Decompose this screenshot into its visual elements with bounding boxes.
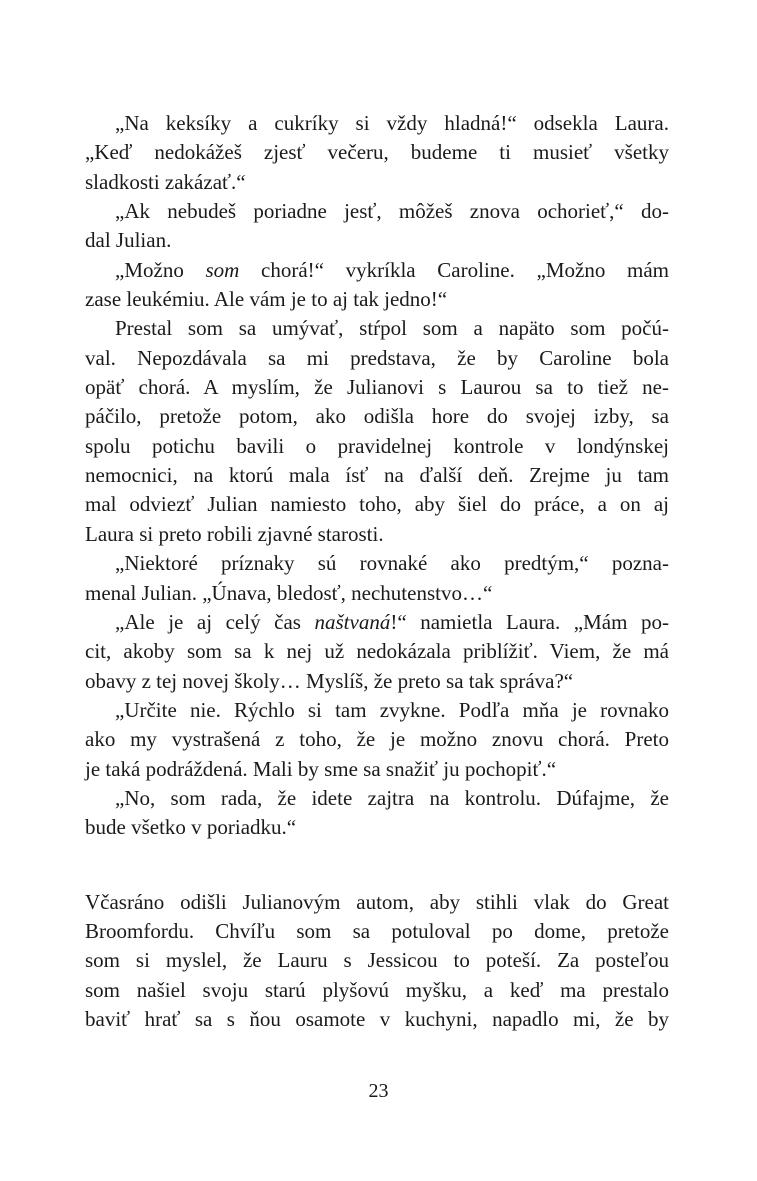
text-line <box>85 256 669 285</box>
text-line <box>85 285 669 314</box>
text-segment: bude všetko v poriadku.“ <box>85 815 297 840</box>
text-segment: „Ale je aj celý čas <box>115 609 315 634</box>
text-segment: „Ak nebudeš poriadne jesť, môžeš znova ochorieť,“ do- <box>115 199 669 224</box>
text-segment: páčilo, pretože potom, ako odišla hore do svojej izby, sa <box>85 404 669 429</box>
paragraph <box>85 109 669 197</box>
text-line <box>85 608 669 637</box>
text-segment: menal Julian. „Únava, bledosť, nechutenstvo…“ <box>85 580 493 605</box>
italic-text: som <box>205 257 240 282</box>
text-segment: „Možno <box>115 257 206 282</box>
paragraph <box>85 197 669 256</box>
text-segment: Včasráno odišli Julianovým autom, aby stihli vlak do Great <box>85 889 669 914</box>
text-line <box>85 696 669 725</box>
text-line <box>85 976 669 1005</box>
text-line <box>85 432 669 461</box>
paragraph <box>85 314 669 549</box>
text-segment: val. Nepozdávala sa mi predstava, že by Caroline bola <box>85 345 669 370</box>
text-segment: zase leukémiu. Ale vám je to aj tak jedno!“ <box>85 287 448 312</box>
text-segment: obavy z tej novej školy… Myslíš, že preto sa tak správa?“ <box>85 668 574 693</box>
page-number: 23 <box>368 1080 389 1102</box>
italic-text: naštvaná <box>314 609 391 634</box>
text-line <box>85 946 669 975</box>
text-line <box>85 917 669 946</box>
text-line <box>85 373 669 402</box>
text-line <box>85 725 669 754</box>
paragraph <box>85 784 669 843</box>
text-segment: „Keď nedokážeš zjesť večeru, budeme ti musieť všetky <box>85 140 669 165</box>
text-line <box>85 579 669 608</box>
text-line <box>85 402 669 431</box>
text-segment: opäť chorá. A myslím, že Julianovi s Laurou sa to tiež ne- <box>85 375 669 400</box>
text-line <box>85 109 669 138</box>
text-segment: chorá!“ vykríkla Caroline. „Možno mám <box>239 257 669 282</box>
text-segment: spolu potichu bavili o pravidelnej kontrole v londýnskej <box>85 433 669 458</box>
text-segment: som našiel svoju starú plyšovú myšku, a keď ma prestalo <box>85 977 669 1002</box>
text-line <box>85 784 669 813</box>
paragraph <box>85 256 669 315</box>
text-segment: „Niektoré príznaky sú rovnaké ako predtým,“ pozna- <box>115 551 669 576</box>
text-segment: ako my vystrašená z toho, že je možno znovu chorá. Preto <box>85 727 669 752</box>
text-segment: dal Julian. <box>85 228 172 253</box>
text-line <box>85 1005 669 1034</box>
text-segment: !“ namietla Laura. „Mám po- <box>390 609 669 634</box>
text-line <box>85 197 669 226</box>
text-line <box>85 461 669 490</box>
text-segment: baviť hrať sa s ňou osamote v kuchyni, napadlo mi, že by <box>85 1006 669 1031</box>
text-segment: je taká podráždená. Mali by sme sa snažiť ju pochopiť.“ <box>85 756 557 781</box>
text-segment: mal odviezť Julian namiesto toho, aby šiel do práce, a on aj <box>85 492 669 517</box>
text-segment: som si myslel, že Lauru s Jessicou to poteší. Za posteľou <box>85 948 669 973</box>
text-line <box>85 549 669 578</box>
text-line <box>85 813 669 842</box>
text-line <box>85 667 669 696</box>
text-line <box>85 637 669 666</box>
text-segment: „No, som rada, že idete zajtra na kontrolu. Dúfajme, že <box>115 785 669 810</box>
text-segment: Broomfordu. Chvíľu som sa potuloval po dome, pretože <box>85 918 669 943</box>
paragraph <box>85 608 669 696</box>
text-line <box>85 490 669 519</box>
text-segment: Prestal som sa umývať, stŕpol som a napäto som počú- <box>115 316 669 341</box>
paragraph <box>85 888 669 1035</box>
text-line <box>85 314 669 343</box>
text-block <box>85 109 669 1034</box>
text-line <box>85 888 669 917</box>
text-segment: sladkosti zakázať.“ <box>85 169 246 194</box>
text-line <box>85 226 669 255</box>
paragraph <box>85 549 669 608</box>
text-segment: Laura si preto robili zjavné starosti. <box>85 521 384 546</box>
text-segment: „Na keksíky a cukríky si vždy hladná!“ odsekla Laura. <box>115 111 669 135</box>
text-line <box>85 520 669 549</box>
text-line <box>85 138 669 167</box>
text-line <box>85 755 669 784</box>
text-line <box>85 168 669 197</box>
text-segment: nemocnici, na ktorú mala ísť na ďalší deň. Zrejme ju tam <box>85 463 669 488</box>
text-line <box>85 344 669 373</box>
paragraph <box>85 696 669 784</box>
text-segment: cit, akoby som sa k nej už nedokázala priblížiť. Viem, že má <box>85 639 669 664</box>
text-segment: „Určite nie. Rýchlo si tam zvykne. Podľa mňa je rovnako <box>115 697 669 722</box>
